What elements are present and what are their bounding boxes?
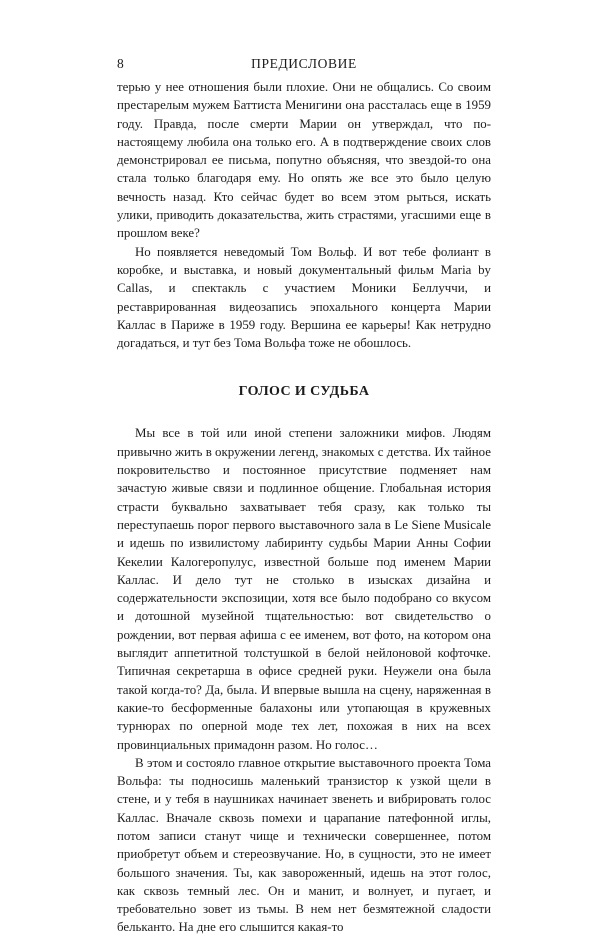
section-intro	[117, 78, 491, 352]
running-head	[117, 56, 491, 78]
paragraph: В этом и состояло главное открытие выставочного проекта Тома Вольфа: ты подносишь маленький транзистор к узкой щели в стене, и у тебя в наушниках начинает звенеть и вибрировать голос Каллас. Вначале сквозь помехи и царапание патефонной иглы, потом записи станут чище и технически совершеннее, потом приобретут объем и стереозвучание. Но, в сущности, это не имеет большого значения. Ты, как завороженный, идешь на этот голос, как сквозь темный лес. Он и манит, и волнует, и пугает, и требовательно зовет из тьмы. В нем нет безмятежной сладости бельканто. На дне его слышится какая-то	[117, 755, 491, 935]
running-title: ПРЕДИСЛОВИЕ	[251, 56, 357, 71]
section-voice-and-fate	[117, 424, 491, 936]
book-page	[117, 56, 491, 937]
page-number: 8	[117, 56, 125, 71]
paragraph: Но появляется неведомый Том Вольф. И вот тебе фолиант в коробке, и выставка, и новый документальный фильм Maria by Callas, и спектакль с участием Моники Беллуччи, и реставрированная видеозапись эпохального концерта Марии Каллас в Париже в 1959 году. Вершина ее карьеры! Как нетрудно догадаться, и тут без Тома Вольфа тоже не обошлось.	[117, 244, 491, 351]
paragraph-continuation: терью у нее отношения были плохие. Они не общались. Со своим престарелым мужем Баттиста Менигини она рассталась еще в 1959 году. Правда, после смерти Марии он утверждал, что по-настоящему любила она только его. А в подтверждение своих слов демонстрировал ее письма, попутно объясняя, что звездой-то она стала только благодаря ему. Но опять же все это было целую вечность назад. Кто сейчас будет во всем этом рыться, искать улики, приводить доказательства, жить страстями, угасшими еще в прошлом веке?	[117, 80, 491, 241]
paragraph: Мы все в той или иной степени заложники мифов. Людям привычно жить в окружении легенд, знакомых с детства. Их тайное покровительство и постоянное присутствие подменяет нам зачастую живые связи и подлинное общение. Глобальная история страсти буквально захватывает тебя сразу, как только ты переступаешь порог первого выставочного зала в Le Siene Musicale и идешь по извилистому лабиринту судьбы Марии Анны Софии Кекелии Калогеропулус, известной больше под именем Марии Каллас. И дело тут не столько в изысках дизайна и содержательности экспозиции, хотя все было подобрано со вкусом и дотошной музейной тщательностью: вот свидетельство о рождении, вот первая афиша с ее именем, вот фото, на котором она выглядит аппетитной толстушкой в белой нейлоновой кофточке. Типичная секретарша в офисе средней руки. Неужели она была такой когда-то? Да, была. И впервые вышла на сцену, наряженная в какие-то бесформенные балахоны или утопающая в кружевных турнюрах по оперной моде тех лет, похожая в них на всех провинциальных примадонн разом. Но голос…	[117, 426, 491, 752]
section-heading: ГОЛОС И СУДЬБА	[238, 384, 370, 400]
